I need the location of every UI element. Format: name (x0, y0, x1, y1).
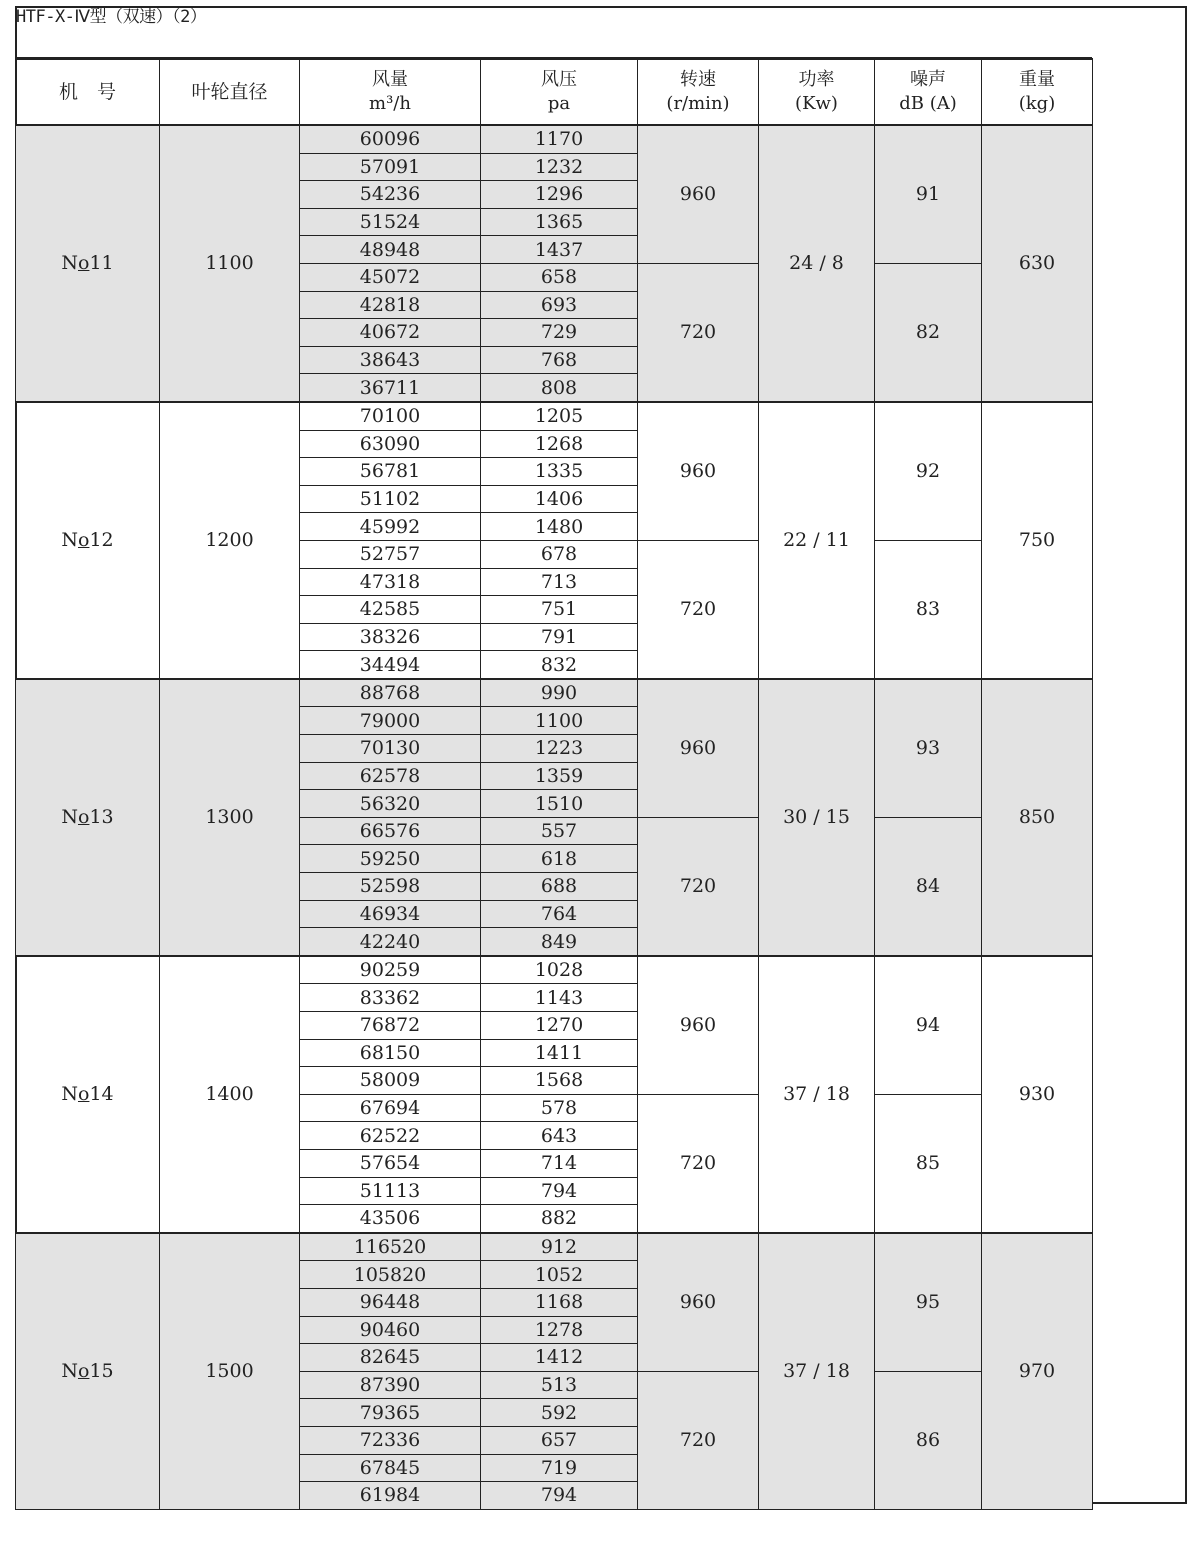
table-row (16, 125, 1093, 153)
power-cell: 37 / 18 (759, 1233, 875, 1509)
weight-cell: 630 (982, 125, 1093, 402)
air-flow-cell: 56781 (300, 458, 481, 486)
model-prefix: N (61, 252, 78, 275)
air-pressure-cell: 808 (481, 374, 638, 402)
noise-cell: 92 (875, 402, 982, 540)
fan-spec-table (15, 58, 1093, 1510)
air-flow-cell: 63090 (300, 430, 481, 458)
air-pressure-cell: 557 (481, 817, 638, 845)
air-pressure-cell: 592 (481, 1399, 638, 1427)
air-pressure-cell: 1411 (481, 1039, 638, 1067)
model-group (16, 1233, 1093, 1509)
air-flow-cell: 51102 (300, 485, 481, 513)
air-pressure-cell: 713 (481, 568, 638, 596)
air-flow-cell: 51524 (300, 208, 481, 236)
header-power-unit: (Kw) (795, 93, 838, 114)
model-number-cell (16, 402, 160, 679)
air-flow-cell: 42585 (300, 596, 481, 624)
table-row (16, 679, 1093, 707)
air-flow-cell: 58009 (300, 1067, 481, 1095)
air-flow-cell: 48948 (300, 236, 481, 264)
model-number-cell (16, 125, 160, 402)
air-flow-cell: 57091 (300, 153, 481, 181)
noise-cell: 82 (875, 263, 982, 401)
air-pressure-cell: 1480 (481, 513, 638, 541)
air-pressure-cell: 794 (481, 1482, 638, 1510)
air-pressure-cell: 1365 (481, 208, 638, 236)
impeller-diameter-cell: 1200 (160, 402, 300, 679)
header-weight (982, 59, 1093, 125)
header-weight-label: 重量 (1019, 69, 1055, 90)
model-prefix: N (61, 529, 78, 552)
header-power-label: 功率 (798, 69, 835, 90)
model-prefix: N (61, 1083, 78, 1106)
page-title: HTF-X-Ⅳ型（双速）（2） (16, 7, 207, 27)
impeller-diameter-cell: 1500 (160, 1233, 300, 1509)
air-flow-cell: 36711 (300, 374, 481, 402)
model-group (16, 402, 1093, 679)
air-flow-cell: 88768 (300, 679, 481, 707)
air-flow-cell: 57654 (300, 1149, 481, 1177)
noise-cell: 83 (875, 540, 982, 678)
speed-cell: 720 (638, 263, 759, 401)
speed-cell: 720 (638, 540, 759, 678)
header-impeller-diameter: 叶轮直径 (160, 59, 300, 125)
air-pressure-cell: 1568 (481, 1067, 638, 1095)
power-cell: 22 / 11 (759, 402, 875, 679)
air-flow-cell: 51113 (300, 1177, 481, 1205)
model-number-cell (16, 679, 160, 956)
header-power (759, 59, 875, 125)
air-flow-cell: 70130 (300, 735, 481, 763)
air-pressure-cell: 912 (481, 1233, 638, 1261)
air-pressure-cell: 764 (481, 900, 638, 928)
air-pressure-cell: 1510 (481, 790, 638, 818)
speed-cell: 720 (638, 817, 759, 955)
model-o: o (77, 1083, 90, 1106)
air-flow-cell: 60096 (300, 125, 481, 153)
air-flow-cell: 34494 (300, 651, 481, 679)
model-num: 12 (89, 529, 114, 552)
air-pressure-cell: 618 (481, 845, 638, 873)
air-flow-cell: 72336 (300, 1426, 481, 1454)
air-pressure-cell: 882 (481, 1205, 638, 1233)
air-flow-cell: 90259 (300, 956, 481, 984)
air-flow-cell: 67845 (300, 1454, 481, 1482)
air-pressure-cell: 1270 (481, 1012, 638, 1040)
header-air-flow (300, 59, 481, 125)
model-num: 15 (89, 1360, 114, 1383)
air-pressure-cell: 693 (481, 291, 638, 319)
header-row (16, 59, 1093, 125)
impeller-diameter-cell: 1300 (160, 679, 300, 956)
air-flow-cell: 79365 (300, 1399, 481, 1427)
table-row (16, 402, 1093, 430)
air-flow-cell: 82645 (300, 1344, 481, 1372)
air-pressure-cell: 751 (481, 596, 638, 624)
air-flow-cell: 76872 (300, 1012, 481, 1040)
air-pressure-cell: 1296 (481, 181, 638, 209)
air-pressure-cell: 678 (481, 540, 638, 568)
noise-cell: 91 (875, 125, 982, 263)
air-flow-cell: 90460 (300, 1316, 481, 1344)
air-pressure-cell: 832 (481, 651, 638, 679)
air-flow-cell: 46934 (300, 900, 481, 928)
speed-cell: 960 (638, 125, 759, 263)
weight-cell: 750 (982, 402, 1093, 679)
air-flow-cell: 83362 (300, 984, 481, 1012)
air-pressure-cell: 990 (481, 679, 638, 707)
air-flow-cell: 68150 (300, 1039, 481, 1067)
speed-cell: 720 (638, 1371, 759, 1509)
air-flow-cell: 45072 (300, 263, 481, 291)
air-pressure-cell: 719 (481, 1454, 638, 1482)
air-pressure-cell: 768 (481, 346, 638, 374)
air-pressure-cell: 714 (481, 1149, 638, 1177)
air-flow-cell: 105820 (300, 1261, 481, 1289)
power-cell: 24 / 8 (759, 125, 875, 402)
model-number-cell (16, 1233, 160, 1509)
air-flow-cell: 62578 (300, 762, 481, 790)
model-group (16, 956, 1093, 1233)
model-o: o (77, 529, 90, 552)
noise-cell: 86 (875, 1371, 982, 1509)
air-pressure-cell: 1223 (481, 735, 638, 763)
air-pressure-cell: 1437 (481, 236, 638, 264)
air-flow-cell: 66576 (300, 817, 481, 845)
model-group (16, 679, 1093, 956)
air-flow-cell: 52757 (300, 540, 481, 568)
air-pressure-cell: 1268 (481, 430, 638, 458)
air-pressure-cell: 1406 (481, 485, 638, 513)
air-flow-cell: 59250 (300, 845, 481, 873)
model-o: o (77, 806, 90, 829)
air-flow-cell: 61984 (300, 1482, 481, 1510)
speed-cell: 720 (638, 1094, 759, 1232)
noise-cell: 85 (875, 1094, 982, 1232)
air-pressure-cell: 578 (481, 1094, 638, 1122)
air-pressure-cell: 643 (481, 1122, 638, 1150)
header-model: 机 号 (16, 59, 160, 125)
air-pressure-cell: 688 (481, 873, 638, 901)
header-speed-unit: (r/min) (666, 93, 730, 114)
speed-cell: 960 (638, 402, 759, 540)
air-flow-cell: 43506 (300, 1205, 481, 1233)
air-pressure-cell: 513 (481, 1371, 638, 1399)
air-pressure-cell: 1278 (481, 1316, 638, 1344)
model-o: o (77, 252, 90, 275)
table-row (16, 956, 1093, 984)
air-flow-cell: 56320 (300, 790, 481, 818)
noise-cell: 95 (875, 1233, 982, 1371)
air-flow-cell: 116520 (300, 1233, 481, 1261)
air-flow-cell: 52598 (300, 873, 481, 901)
air-pressure-cell: 1100 (481, 707, 638, 735)
air-pressure-cell: 1170 (481, 125, 638, 153)
noise-cell: 93 (875, 679, 982, 817)
noise-cell: 84 (875, 817, 982, 955)
header-noise-unit: dB (A) (899, 93, 957, 114)
weight-cell: 850 (982, 679, 1093, 956)
model-o: o (77, 1360, 90, 1383)
header-air-flow-unit: m³/h (369, 93, 411, 114)
power-cell: 37 / 18 (759, 956, 875, 1233)
air-pressure-cell: 658 (481, 263, 638, 291)
speed-cell: 960 (638, 1233, 759, 1371)
air-pressure-cell: 794 (481, 1177, 638, 1205)
air-pressure-cell: 791 (481, 623, 638, 651)
air-pressure-cell: 1335 (481, 458, 638, 486)
header-air-pressure-unit: pa (547, 93, 571, 114)
table-row (16, 1233, 1093, 1261)
air-flow-cell: 96448 (300, 1288, 481, 1316)
model-prefix: N (61, 806, 78, 829)
impeller-diameter-cell: 1400 (160, 956, 300, 1233)
air-flow-cell: 38643 (300, 346, 481, 374)
air-flow-cell: 70100 (300, 402, 481, 430)
noise-cell: 94 (875, 956, 982, 1094)
air-pressure-cell: 729 (481, 319, 638, 347)
header-speed (638, 59, 759, 125)
air-pressure-cell: 1028 (481, 956, 638, 984)
air-flow-cell: 42818 (300, 291, 481, 319)
air-pressure-cell: 1168 (481, 1288, 638, 1316)
model-number-cell (16, 956, 160, 1233)
model-num: 14 (89, 1083, 114, 1106)
air-flow-cell: 79000 (300, 707, 481, 735)
header-air-pressure (481, 59, 638, 125)
air-pressure-cell: 849 (481, 928, 638, 956)
air-pressure-cell: 1205 (481, 402, 638, 430)
air-pressure-cell: 1412 (481, 1344, 638, 1372)
model-num: 11 (89, 252, 114, 275)
air-flow-cell: 47318 (300, 568, 481, 596)
air-flow-cell: 62522 (300, 1122, 481, 1150)
header-weight-unit: (kg) (1018, 93, 1056, 114)
weight-cell: 970 (982, 1233, 1093, 1509)
speed-cell: 960 (638, 956, 759, 1094)
model-num: 13 (89, 806, 114, 829)
air-flow-cell: 38326 (300, 623, 481, 651)
air-pressure-cell: 1359 (481, 762, 638, 790)
air-pressure-cell: 657 (481, 1426, 638, 1454)
air-pressure-cell: 1052 (481, 1261, 638, 1289)
air-flow-cell: 87390 (300, 1371, 481, 1399)
model-group (16, 125, 1093, 402)
weight-cell: 930 (982, 956, 1093, 1233)
air-pressure-cell: 1232 (481, 153, 638, 181)
header-air-flow-label: 风量 (372, 69, 408, 90)
impeller-diameter-cell: 1100 (160, 125, 300, 402)
header-air-pressure-label: 风压 (541, 69, 577, 90)
model-prefix: N (61, 1360, 78, 1383)
air-flow-cell: 67694 (300, 1094, 481, 1122)
header-noise-label: 噪声 (910, 69, 946, 90)
air-flow-cell: 54236 (300, 181, 481, 209)
header-speed-label: 转速 (680, 69, 716, 90)
air-flow-cell: 40672 (300, 319, 481, 347)
speed-cell: 960 (638, 679, 759, 817)
air-flow-cell: 45992 (300, 513, 481, 541)
header-noise (875, 59, 982, 125)
power-cell: 30 / 15 (759, 679, 875, 956)
air-pressure-cell: 1143 (481, 984, 638, 1012)
air-flow-cell: 42240 (300, 928, 481, 956)
